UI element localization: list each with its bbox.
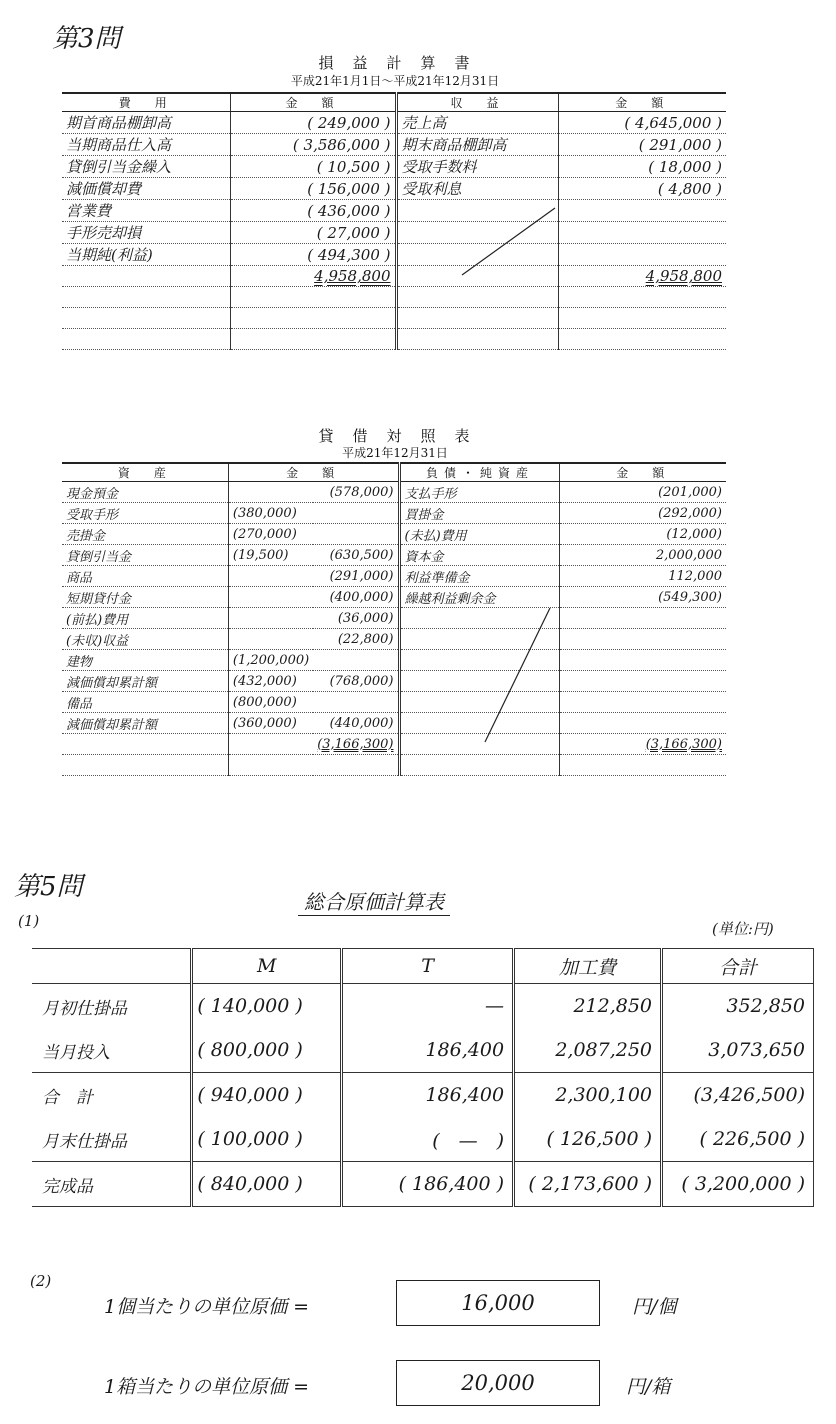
cost-row-label: 月初仕掛品 [32, 984, 192, 1029]
pl-cancel-line [400, 200, 560, 280]
pl-cell [558, 329, 726, 350]
table-row [32, 1117, 814, 1162]
cost-cell: — [342, 984, 514, 1029]
table-row [62, 287, 726, 308]
unit-cost-box-label: 1箱当たりの単位原価 = [104, 1376, 310, 1398]
pl-title: 損 益 計 算 書 [318, 54, 472, 72]
bs-cell [62, 755, 228, 776]
bs-cell [313, 692, 399, 713]
cost-cell: 212,850 [514, 984, 662, 1029]
cost-cell: 186,400 [342, 1028, 514, 1073]
cost-cell: 2,087,250 [514, 1028, 662, 1073]
bs-cell: (630,500) [313, 545, 399, 566]
cost-cell: ( 3,200,000 ) [662, 1162, 814, 1207]
pl-cell: ( 4,800 ) [558, 178, 726, 200]
cost-cell: 186,400 [342, 1073, 514, 1118]
pl-cell [230, 308, 396, 329]
pl-cell: ( 291,000 ) [558, 134, 726, 156]
pl-cell [558, 308, 726, 329]
bs-cell [560, 692, 726, 713]
bs-cell: (800,000) [228, 692, 313, 713]
cost-cell: 3,073,650 [662, 1028, 814, 1073]
bs-cell: 短期貸付金 [62, 587, 228, 608]
pl-cell [62, 287, 230, 308]
cost-cell: ( 126,500 ) [514, 1117, 662, 1162]
cost-row-label: 月末仕掛品 [32, 1117, 192, 1162]
table-row [32, 1162, 814, 1207]
table-row [62, 244, 726, 266]
cost-header-blank [32, 949, 192, 984]
unit-cost-box-unit: 円/箱 [626, 1376, 671, 1398]
bs-cell: 商品 [62, 566, 228, 587]
q5-heading: 第5問 [14, 872, 83, 902]
bs-cell: (1,200,000) [228, 650, 313, 671]
bs-header-amount: 金 額 [228, 463, 399, 482]
bs-cell: 減価償却累計額 [62, 671, 228, 692]
bs-cell [560, 650, 726, 671]
pl-cell: ( 4,645,000 ) [558, 112, 726, 134]
cost-table-title: 総合原価計算表 [298, 886, 450, 916]
cost-row-label: 合 計 [32, 1073, 192, 1118]
pl-cell: 期末商品棚卸高 [396, 134, 558, 156]
cost-cell: ( 226,500 ) [662, 1117, 814, 1162]
bs-cell [313, 503, 399, 524]
pl-cell: 4,958,800 [230, 266, 396, 287]
unit-cost-piece-box[interactable]: 16,000 [396, 1280, 600, 1326]
table-row [62, 692, 726, 713]
cost-cell: 2,300,100 [514, 1073, 662, 1118]
table-row [62, 266, 726, 287]
pl-cell: 期首商品棚卸高 [62, 112, 230, 134]
bs-cell: 減価償却累計額 [62, 713, 228, 734]
pl-cell: ( 27,000 ) [230, 222, 396, 244]
table-row [62, 671, 726, 692]
bs-cell: (12,000) [560, 524, 726, 545]
cost-cell: ( 940,000 ) [192, 1073, 342, 1118]
cost-row-label: 当月投入 [32, 1028, 192, 1073]
table-row [62, 713, 726, 734]
bs-cell [560, 755, 726, 776]
cost-cell: ( 140,000 ) [192, 984, 342, 1029]
pl-cell [558, 244, 726, 266]
bs-cell: (291,000) [313, 566, 399, 587]
bs-cell [228, 587, 313, 608]
pl-cell: 減価償却費 [62, 178, 230, 200]
unit-cost-piece-unit: 円/個 [632, 1296, 677, 1318]
bs-cell: 利益準備金 [399, 566, 560, 587]
bs-cell: (292,000) [560, 503, 726, 524]
table-row [62, 587, 726, 608]
bs-cell [228, 755, 313, 776]
bs-cell: (前払)費用 [62, 608, 228, 629]
cost-cell: ( 800,000 ) [192, 1028, 342, 1073]
table-row [62, 650, 726, 671]
table-row [62, 566, 726, 587]
cost-header-m: M [192, 949, 342, 984]
bs-cell: 現金預金 [62, 482, 228, 503]
bs-cell [399, 755, 560, 776]
bs-cell: (3,166,300) [560, 734, 726, 755]
pl-header-revenue: 収 益 [396, 93, 558, 112]
bs-cell: 買掛金 [399, 503, 560, 524]
bs-cell: (270,000) [228, 524, 313, 545]
pl-cell: ( 249,000 ) [230, 112, 396, 134]
cost-cell: ( 186,400 ) [342, 1162, 514, 1207]
table-row [62, 608, 726, 629]
bs-cell [228, 482, 313, 503]
q5-part2: (2) [30, 1272, 52, 1290]
table-row [62, 524, 726, 545]
pl-cell [230, 329, 396, 350]
bs-cell: (578,000) [313, 482, 399, 503]
pl-cell: ( 18,000 ) [558, 156, 726, 178]
table-row [62, 200, 726, 222]
bs-header-assets: 資 産 [62, 463, 228, 482]
pl-cell [558, 200, 726, 222]
cost-header-total: 合計 [662, 949, 814, 984]
table-row [62, 134, 726, 156]
table-row [62, 629, 726, 650]
bs-cell: 建物 [62, 650, 228, 671]
bs-cell [560, 713, 726, 734]
pl-cell [396, 329, 558, 350]
pl-cell [558, 222, 726, 244]
table-row [62, 503, 726, 524]
pl-cell: ( 10,500 ) [230, 156, 396, 178]
bs-cell [62, 734, 228, 755]
cost-cell: ( 840,000 ) [192, 1162, 342, 1207]
pl-cell: 営業費 [62, 200, 230, 222]
cost-cell: ( — ) [342, 1117, 514, 1162]
income-statement-table [62, 92, 726, 350]
bs-cell: 2,000,000 [560, 545, 726, 566]
bs-cell: (400,000) [313, 587, 399, 608]
bs-cell [313, 755, 399, 776]
bs-cell: (3,166,300) [313, 734, 399, 755]
pl-cell [396, 308, 558, 329]
unit-cost-piece-label: 1個当たりの単位原価 = [104, 1296, 310, 1318]
pl-cell: 手形売却損 [62, 222, 230, 244]
pl-cell: ( 156,000 ) [230, 178, 396, 200]
bs-cell: (360,000) [228, 713, 313, 734]
bs-cell: 受取手形 [62, 503, 228, 524]
pl-cell [558, 287, 726, 308]
bs-cell [313, 524, 399, 545]
pl-cell [62, 266, 230, 287]
table-row [62, 178, 726, 200]
table-row [62, 222, 726, 244]
cost-cell: ( 100,000 ) [192, 1117, 342, 1162]
pl-header-amount2: 金 額 [558, 93, 726, 112]
table-row [62, 156, 726, 178]
pl-cell: 貸倒引当金繰入 [62, 156, 230, 178]
bs-cell: 貸倒引当金 [62, 545, 228, 566]
bs-cell: 112,000 [560, 566, 726, 587]
bs-cell [560, 629, 726, 650]
bs-cell: (768,000) [313, 671, 399, 692]
table-row [62, 545, 726, 566]
pl-cell [230, 287, 396, 308]
bs-cell: (22,800) [313, 629, 399, 650]
table-row [62, 482, 726, 503]
balance-sheet-table [62, 462, 726, 776]
bs-cell: 備品 [62, 692, 228, 713]
process-cost-table [32, 948, 814, 1207]
pl-cell: ( 436,000 ) [230, 200, 396, 222]
cost-header-t: T [342, 949, 514, 984]
pl-cell: 当期商品仕入高 [62, 134, 230, 156]
bs-header-amount2: 金 額 [560, 463, 726, 482]
pl-cell: 受取利息 [396, 178, 558, 200]
pl-cell: ( 3,586,000 ) [230, 134, 396, 156]
bs-cell: (19,500) [228, 545, 313, 566]
bs-cell: (432,000) [228, 671, 313, 692]
bs-cell: (440,000) [313, 713, 399, 734]
pl-cell: 売上高 [396, 112, 558, 134]
bs-cell: 繰越利益剰余金 [399, 587, 560, 608]
cost-cell: 352,850 [662, 984, 814, 1029]
pl-cell [62, 308, 230, 329]
table-row [32, 984, 814, 1029]
pl-cell: 当期純(利益) [62, 244, 230, 266]
bs-cell: (未払)費用 [399, 524, 560, 545]
pl-cell: 4,958,800 [558, 266, 726, 287]
bs-cell: 売掛金 [62, 524, 228, 545]
table-row [62, 329, 726, 350]
table-row [32, 1028, 814, 1073]
bs-cell: (36,000) [313, 608, 399, 629]
cost-row-label: 完成品 [32, 1162, 192, 1207]
bs-cell [228, 566, 313, 587]
cost-header-conversion: 加工費 [514, 949, 662, 984]
table-row [62, 755, 726, 776]
bs-cell [560, 608, 726, 629]
bs-cell: (201,000) [560, 482, 726, 503]
pl-header-amount: 金 額 [230, 93, 396, 112]
bs-cell: 支払手形 [399, 482, 560, 503]
pl-period: 平成21年1月1日～平成21年12月31日 [290, 74, 500, 88]
table-row [62, 734, 726, 755]
cost-cell: (3,426,500) [662, 1073, 814, 1118]
bs-cell [228, 629, 313, 650]
pl-cell [396, 287, 558, 308]
pl-cell: 受取手数料 [396, 156, 558, 178]
bs-cell [228, 734, 313, 755]
bs-cell: (未収)収益 [62, 629, 228, 650]
bs-date: 平成21年12月31日 [342, 446, 448, 460]
bs-cell [228, 608, 313, 629]
bs-title: 貸 借 対 照 表 [318, 427, 472, 445]
bs-cell: (380,000) [228, 503, 313, 524]
cost-cell: ( 2,173,600 ) [514, 1162, 662, 1207]
bs-cell [560, 671, 726, 692]
q3-heading: 第3問 [52, 24, 121, 54]
table-row [62, 308, 726, 329]
table-row [62, 112, 726, 134]
bs-cell: 資本金 [399, 545, 560, 566]
unit-cost-box-box[interactable]: 20,000 [396, 1360, 600, 1406]
bs-cell: (549,300) [560, 587, 726, 608]
bs-cancel-line [400, 600, 560, 750]
q5-part1: (1) [18, 912, 40, 930]
bs-header-liab: 負債・純資産 [399, 463, 560, 482]
bs-cell [313, 650, 399, 671]
pl-cell [62, 329, 230, 350]
table-row [32, 1073, 814, 1118]
unit-note: (単位:円) [712, 920, 774, 938]
pl-cell: ( 494,300 ) [230, 244, 396, 266]
pl-header-expense: 費 用 [62, 93, 230, 112]
